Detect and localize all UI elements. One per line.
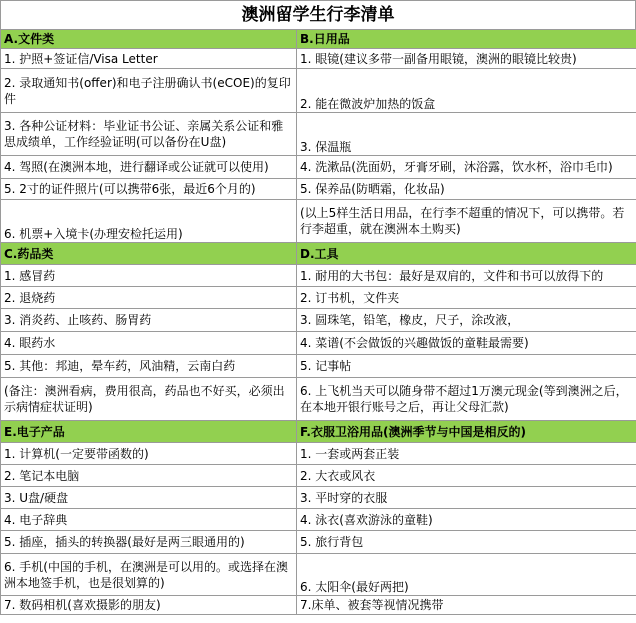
list-item: 3. U盘/硬盘 — [1, 487, 297, 509]
list-item: 4. 泳衣(喜欢游泳的童鞋) — [297, 509, 636, 531]
section-header-clothing: F.衣服卫浴用品(澳洲季节与中国是相反的) — [297, 421, 636, 443]
list-item: 4. 电子辞典 — [1, 509, 297, 531]
table-row — [1, 554, 636, 596]
table-row — [1, 179, 636, 200]
table-row — [1, 355, 636, 378]
list-item: (以上5样生活日用品，在行李不超重的情况下，可以携带。若行李超重，就在澳洲本土购买) — [297, 200, 636, 243]
list-item: 1. 一套或两套正装 — [297, 443, 636, 465]
list-item: 2. 大衣或风衣 — [297, 465, 636, 487]
table-row — [1, 465, 636, 487]
list-item: 1. 耐用的大书包：最好是双肩的，文件和书可以放得下的 — [297, 265, 636, 287]
list-item: 4. 驾照(在澳洲本地，进行翻译或公证就可以使用) — [1, 156, 297, 179]
list-item: 1. 计算机(一定要带函数的) — [1, 443, 297, 465]
list-item: 5. 插座，插头的转换器(最好是两三眼通用的) — [1, 531, 297, 554]
list-item: 3. 消炎药、止咳药、肠胃药 — [1, 309, 297, 332]
table-row — [1, 596, 636, 615]
table-row — [1, 378, 636, 421]
list-item: 2. 录取通知书(offer)和电子注册确认书(eCOE)的复印件 — [1, 69, 297, 113]
list-item: 7. 数码相机(喜欢摄影的朋友) — [1, 596, 297, 615]
table-row — [1, 509, 636, 531]
list-item: 4. 眼药水 — [1, 332, 297, 355]
list-item: 3. 保温瓶 — [297, 113, 636, 156]
table-row — [1, 287, 636, 309]
table-row — [1, 156, 636, 179]
table-row — [1, 531, 636, 554]
section-header-row — [1, 243, 636, 265]
list-item: 5. 保养品(防晒霜，化妆品) — [297, 179, 636, 200]
table-row — [1, 443, 636, 465]
table-row — [1, 487, 636, 509]
table-row — [1, 49, 636, 69]
table-row — [1, 69, 636, 113]
list-item: 4. 洗漱品(洗面奶，牙膏牙刷，沐浴露，饮水杯，浴巾毛巾) — [297, 156, 636, 179]
list-item: 2. 退烧药 — [1, 287, 297, 309]
list-item: 3. 各种公证材料：毕业证书公证、亲属关系公证和雅思成绩单，工作经验证明(可以备份在U盘) — [1, 113, 297, 156]
table-row — [1, 265, 636, 287]
section-header-electronics: E.电子产品 — [1, 421, 297, 443]
page-title: 澳洲留学生行李清单 — [0, 0, 636, 29]
list-item: 5. 其他：邦迪，晕车药，风油精，云南白药 — [1, 355, 297, 378]
section-header-tools: D.工具 — [297, 243, 636, 265]
list-item: 3. 圆珠笔，铅笔，橡皮，尺子，涂改液， — [297, 309, 636, 332]
list-item: 6. 手机(中国的手机，在澳洲是可以用的。或选择在澳洲本地签手机，也是很划算的) — [1, 554, 297, 596]
list-item: 2. 订书机，文件夹 — [297, 287, 636, 309]
list-item: 6. 太阳伞(最好两把) — [297, 554, 636, 596]
list-item: (备注：澳洲看病，费用很高，药品也不好买，必须出示病情症状证明) — [1, 378, 297, 421]
packing-list-table — [0, 29, 636, 615]
list-item: 5. 旅行背包 — [297, 531, 636, 554]
table-row — [1, 200, 636, 243]
list-item: 1. 眼镜(建议多带一副备用眼镜，澳洲的眼镜比较贵) — [297, 49, 636, 69]
table-row — [1, 332, 636, 355]
list-item: 5. 记事帖 — [297, 355, 636, 378]
list-item: 2. 笔记本电脑 — [1, 465, 297, 487]
list-item: 5. 2寸的证件照片(可以携带6张，最近6个月的) — [1, 179, 297, 200]
section-header-row — [1, 421, 636, 443]
table-row — [1, 309, 636, 332]
list-item: 4. 菜谱(不会做饭的兴趣做饭的童鞋最需要) — [297, 332, 636, 355]
list-item: 1. 护照+签证信/Visa Letter — [1, 49, 297, 69]
list-item: 3. 平时穿的衣服 — [297, 487, 636, 509]
table-row — [1, 113, 636, 156]
section-header-daily-items: B.日用品 — [297, 30, 636, 49]
list-item: 1. 感冒药 — [1, 265, 297, 287]
list-item: 6. 机票+入境卡(办理安检托运用) — [1, 200, 297, 243]
list-item: 7.床单、被套等视情况携带 — [297, 596, 636, 615]
list-item: 6. 上飞机当天可以随身带不超过1万澳元现金(等到澳洲之后，在本地开银行账号之后，再让父母汇款) — [297, 378, 636, 421]
section-header-row — [1, 30, 636, 49]
section-header-documents: A.文件类 — [1, 30, 297, 49]
list-item: 2. 能在微波炉加热的饭盒 — [297, 69, 636, 113]
section-header-medicine: C.药品类 — [1, 243, 297, 265]
